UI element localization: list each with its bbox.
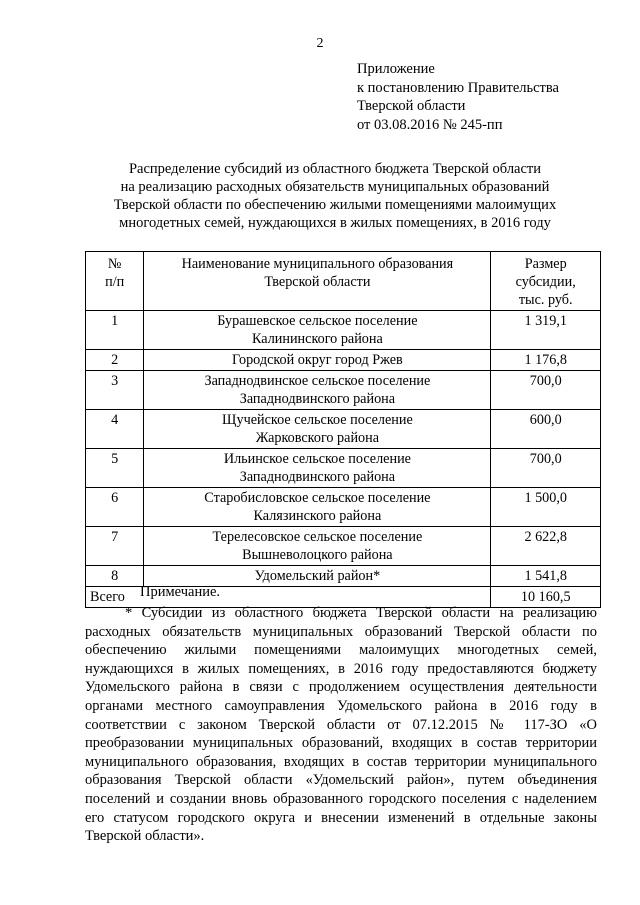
row-amount: 700,0 — [491, 449, 601, 488]
title-line: Тверской области по обеспечению жилыми помещениями малоимущих — [113, 197, 557, 213]
row-name — [144, 449, 491, 488]
appendix-line: Приложение — [357, 61, 435, 77]
row-number: 6 — [86, 488, 144, 527]
appendix-line: Тверской области — [357, 98, 466, 114]
row-name-line: Западнодвинского района — [239, 469, 396, 485]
row-name: Удомельский район* — [144, 566, 491, 587]
table-row — [86, 311, 601, 350]
row-number: 5 — [86, 449, 144, 488]
header-number — [86, 252, 144, 311]
page-number: 2 — [316, 36, 324, 51]
row-name: Городской округ город Ржев — [144, 350, 491, 371]
row-name-line: Калязинского района — [253, 508, 382, 524]
row-name-line: Терелесовское сельское поселение — [212, 529, 423, 545]
header-number-line: № — [107, 256, 122, 272]
row-name-line: Западнодвинского района — [239, 391, 396, 407]
header-amount-line: тыс. руб. — [518, 292, 573, 308]
row-name-line: Калининского района — [252, 331, 383, 347]
title-line: на реализацию расходных обязательств муниципальных образований — [120, 179, 550, 195]
header-number-line: п/п — [105, 274, 125, 290]
row-amount: 2 622,8 — [491, 527, 601, 566]
row-name-line: Бурашевское сельское поселение — [217, 313, 418, 329]
row-amount: 1 500,0 — [491, 488, 601, 527]
row-name-line: Щучейское сельское поселение — [222, 412, 413, 428]
row-name-line: Старобисловское сельское поселение — [204, 490, 431, 506]
row-amount: 1 319,1 — [491, 311, 601, 350]
table-row — [86, 371, 601, 410]
document-title — [100, 160, 570, 232]
header-amount-line: Размер — [524, 256, 567, 272]
row-name-line: Вышневолоцкого района — [242, 547, 393, 563]
table-row — [86, 350, 601, 371]
note-heading: Примечание. — [140, 584, 221, 600]
table-row — [86, 527, 601, 566]
appendix-date-line: от 03.08.2016 № 245-пп — [357, 116, 503, 133]
row-name-line: Западнодвинское сельское поселение — [204, 373, 431, 389]
row-name-line: Ильинское сельское поселение — [223, 451, 411, 467]
header-amount-line: субсидии, — [515, 274, 576, 290]
header-amount — [491, 252, 601, 311]
title-line: Распределение субсидий из областного бюджета Тверской области — [128, 161, 542, 177]
row-name — [144, 527, 491, 566]
table-row — [86, 488, 601, 527]
row-number: 8 — [86, 566, 144, 587]
total-label: Всего — [86, 587, 491, 608]
note-text: * Субсидии из областного бюджета Тверской области на реализацию расходных обязательств муниципальных образований Тверской области по обеспечению жилыми помещениями малоимущих многодетных семей, нуждающихся в жилых помещениях, в 2016 году предоставляются бюджету Удомельского района в связи с продолжением осуществления деятельности органами местного самоуправления Удомельского района в 2016 году в соответствии с законом Тверской области от 07.12.2015 № 117-ЗО «О преобразовании муниципальных образований, входящих в состав территории муниципального образования, входящих в состав территории муниципального образования Тверской области «Удомельский район», путем объединения поселений и создании вновь образованного городского поселения с наделением его статусом городского округа и внесении изменений в отдельные законы Тверской области». — [85, 605, 597, 845]
row-amount: 1 176,8 — [491, 350, 601, 371]
appendix-block — [357, 60, 559, 134]
appendix-line: к постановлению Правительства — [357, 79, 559, 96]
header-name — [144, 252, 491, 311]
row-name — [144, 488, 491, 527]
row-number: 1 — [86, 311, 144, 350]
title-line: многодетных семей, нуждающихся в жилых помещениях, в 2016 году — [119, 215, 551, 231]
table-header-row — [86, 252, 601, 311]
row-name — [144, 410, 491, 449]
table-row — [86, 410, 601, 449]
row-number: 2 — [86, 350, 144, 371]
row-amount: 600,0 — [491, 410, 601, 449]
row-name — [144, 311, 491, 350]
row-number: 7 — [86, 527, 144, 566]
row-amount: 1 541,8 — [491, 566, 601, 587]
header-name-line: Наименование муниципального образования — [181, 256, 454, 272]
row-name-line: Жарковского района — [255, 430, 380, 446]
table-row — [86, 449, 601, 488]
header-name-line: Тверской области — [264, 274, 371, 290]
total-amount: 10 160,5 — [491, 587, 601, 608]
row-number: 3 — [86, 371, 144, 410]
row-number: 4 — [86, 410, 144, 449]
row-amount: 700,0 — [491, 371, 601, 410]
subsidy-table — [85, 251, 601, 608]
row-name — [144, 371, 491, 410]
